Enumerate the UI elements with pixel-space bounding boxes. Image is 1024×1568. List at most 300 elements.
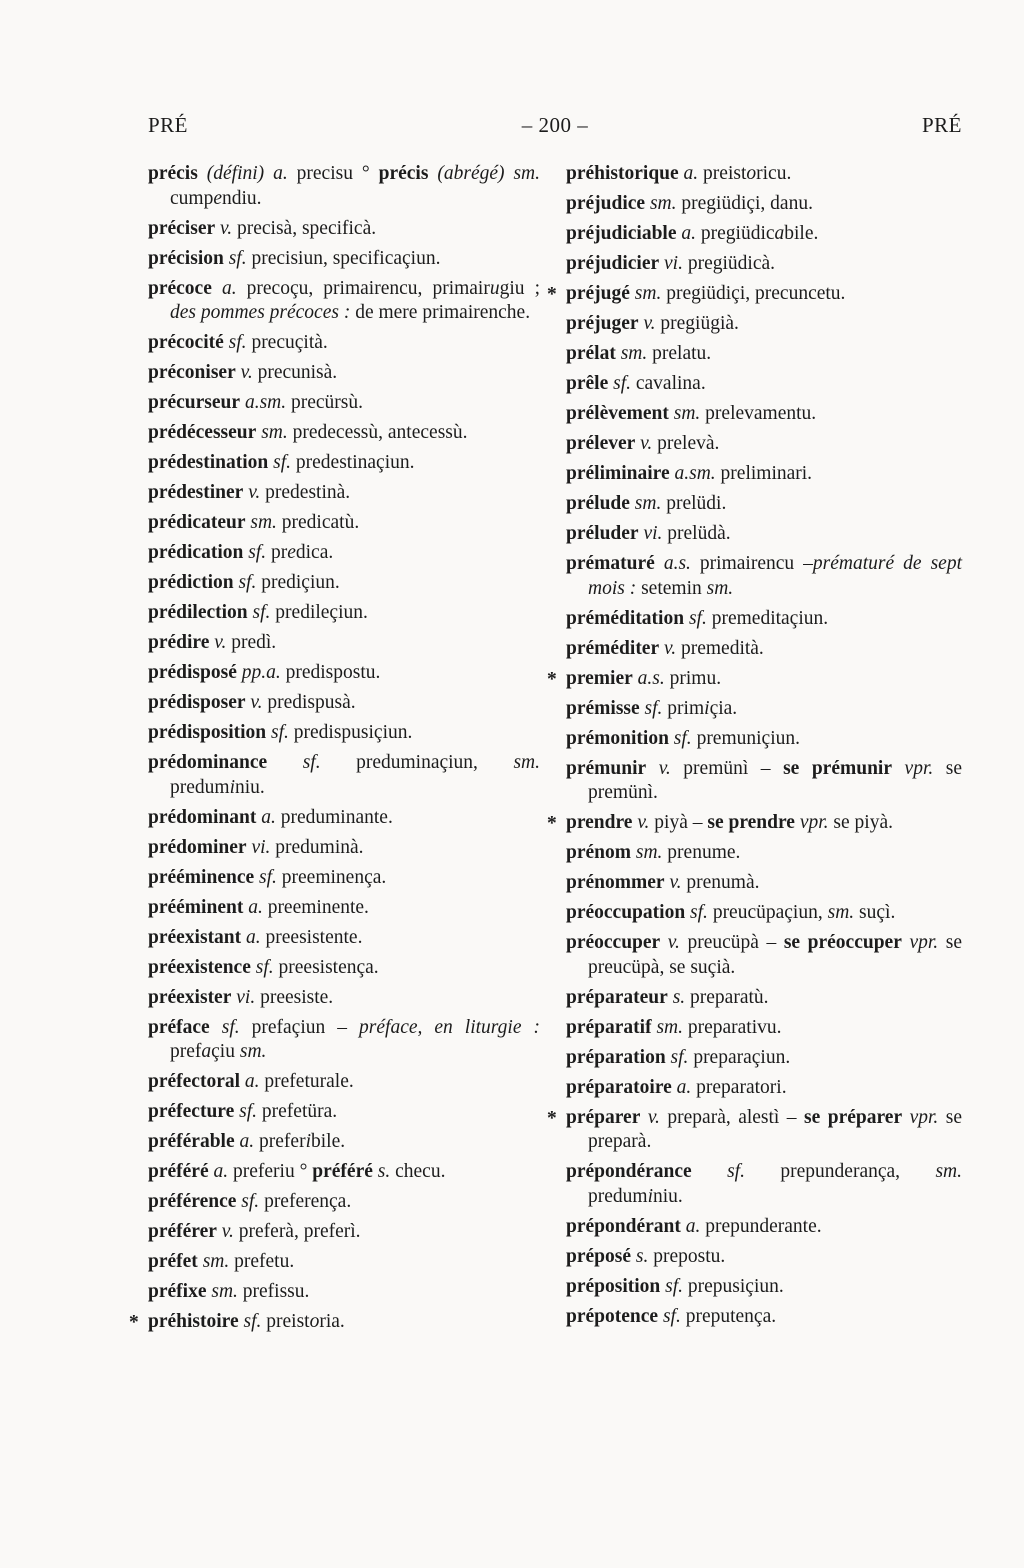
entry-text: cavalina.	[631, 373, 706, 394]
entry-italic-text: sm.	[631, 842, 663, 863]
dictionary-entry	[566, 637, 962, 662]
entry-headword: préfet	[148, 1251, 198, 1272]
entry-italic-text: sm.	[706, 577, 734, 599]
entry-italic-text: vpr.	[794, 812, 829, 833]
entry-headword: prénommer	[566, 872, 665, 893]
dictionary-entry	[148, 1280, 540, 1305]
dictionary-entry	[547, 667, 962, 692]
entry-text: preparativu.	[682, 1016, 782, 1038]
dictionary-entry	[547, 1106, 963, 1155]
entry-text: prelüdi.	[661, 493, 727, 514]
entry-italic-text: sm.	[513, 752, 540, 773]
entry-italic-text: i	[305, 1131, 311, 1152]
entry-headword: prélever	[566, 433, 636, 454]
entry-italic-text: sm.	[651, 1016, 683, 1038]
dictionary-entry	[148, 956, 540, 981]
entry-text: predispostu.	[280, 662, 381, 683]
asterisk-marker: *	[129, 1312, 139, 1333]
dictionary-entry	[148, 691, 540, 716]
dictionary-entry	[566, 372, 962, 397]
entry-italic-text: a.	[671, 1076, 692, 1098]
entry-italic-text: sf.	[236, 1191, 260, 1212]
entry-headword: prédominance	[148, 752, 268, 773]
entry-headword: prédicateur	[148, 512, 246, 533]
entry-italic-text: sm.	[935, 1161, 962, 1182]
entry-text: precisiun, specificaçiun.	[246, 247, 441, 269]
entry-headword: précis	[148, 163, 198, 184]
dictionary-entry	[148, 896, 540, 921]
entry-text: precoçu, primairencu, primair	[236, 277, 490, 299]
dictionary-entry	[148, 217, 540, 242]
entry-text: çiu	[211, 1041, 240, 1062]
entry-text: prefaçiun –	[239, 1016, 360, 1038]
entry-headword: prédisposer	[148, 692, 246, 713]
dictionary-entry	[566, 1245, 962, 1270]
entry-italic-text: sm.	[197, 1251, 230, 1272]
entry-text: prepusiçiun.	[683, 1275, 784, 1297]
entry-text: prefetüra.	[257, 1101, 338, 1122]
dictionary-entry	[148, 721, 540, 746]
left-column	[129, 162, 541, 1340]
entry-italic-text: (abrégé) sm.	[428, 163, 540, 184]
entry-text: preist	[261, 1311, 310, 1332]
dictionary-entry	[148, 451, 540, 476]
dictionary-entry	[566, 1160, 962, 1209]
dictionary-entry	[566, 727, 962, 752]
entry-text: ndiu.	[221, 187, 262, 209]
entry-text: prefeturale.	[259, 1071, 354, 1092]
entry-headword: préoccupation	[566, 902, 686, 923]
dictionary-entry	[148, 1016, 540, 1065]
entry-headword: préméditation	[566, 607, 685, 629]
entry-italic-text: i	[704, 697, 710, 719]
entry-text: preliminari.	[715, 463, 813, 484]
entry-italic-text: vpr.	[901, 932, 939, 953]
entry-text: piyà –	[649, 812, 708, 833]
entry-text: suçì.	[854, 902, 896, 923]
right-column	[547, 162, 963, 1340]
entry-text: prelevà.	[652, 433, 720, 454]
dictionary-entry	[148, 541, 540, 566]
entry-text: prefetu.	[229, 1251, 295, 1272]
dictionary-entry	[547, 811, 962, 836]
entry-italic-text: a.	[211, 277, 237, 299]
entry-italic-text: sf.	[209, 1016, 240, 1038]
entry-text: cump	[170, 187, 214, 209]
entry-bold-text: se préparer	[804, 1106, 903, 1128]
entry-headword: préparateur	[566, 986, 668, 1008]
entry-italic-text: sf.	[266, 722, 289, 743]
entry-headword: préjuger	[566, 313, 639, 334]
entry-text: prefer	[254, 1131, 306, 1152]
dictionary-entry	[148, 806, 540, 831]
entry-headword: prédire	[148, 632, 210, 653]
entry-headword: prémisse	[566, 697, 640, 719]
entry-text: predestinà.	[260, 482, 351, 503]
entry-italic-text: u	[489, 277, 500, 299]
entry-headword: préjudiciable	[566, 223, 677, 244]
entry-italic-text: o	[309, 1311, 320, 1332]
entry-text: predicatù.	[276, 512, 360, 533]
entry-italic-text: v.	[243, 482, 261, 503]
entry-italic-text: v.	[635, 433, 653, 454]
dictionary-entry	[148, 391, 540, 416]
page-number: – 200 –	[521, 113, 589, 137]
entry-text: preeminente.	[262, 896, 369, 918]
entry-italic-text: vi.	[659, 253, 683, 274]
entry-italic-text: sf.	[234, 1101, 258, 1122]
entry-italic-text: sf.	[658, 1305, 681, 1327]
dictionary-entry	[129, 1310, 540, 1335]
entry-headword: prémonition	[566, 727, 669, 749]
entry-text: pregiügià.	[655, 313, 739, 334]
entry-text: çia.	[709, 697, 738, 719]
entry-headword: préposé	[566, 1245, 631, 1267]
entry-italic-text: sf.	[254, 866, 277, 888]
entry-italic-text: s.	[372, 1161, 391, 1182]
entry-bold-text: préféré	[312, 1161, 373, 1182]
entry-text: preparatori.	[691, 1076, 787, 1098]
entry-italic-text: sf.	[665, 1046, 689, 1068]
entry-headword: précoce	[148, 277, 212, 299]
entry-text: prefissu.	[237, 1281, 310, 1302]
entry-italic-text: a.s.	[632, 667, 665, 689]
entry-headword: préliminaire	[566, 463, 670, 484]
dictionary-entry	[566, 222, 962, 247]
entry-text: predì.	[226, 632, 277, 653]
entry-italic-text: (défini) a.	[197, 163, 288, 184]
entry-headword: prélèvement	[566, 403, 669, 424]
entry-text: preucüpaçiun,	[707, 902, 828, 923]
entry-text: pregiüdiçi, danu.	[676, 193, 813, 214]
entry-headword: préface	[148, 1016, 210, 1038]
entry-bold-text: se prémunir	[783, 757, 893, 779]
entry-italic-text: a.	[676, 223, 696, 244]
entry-italic-text: sf.	[267, 752, 321, 773]
dictionary-entry	[566, 1016, 962, 1041]
entry-italic-text: sf.	[684, 607, 707, 629]
entry-headword: prélude	[566, 493, 630, 514]
dictionary-entry	[148, 247, 540, 272]
entry-text: preduminaçiun,	[320, 752, 514, 773]
entry-italic-text: v.	[235, 362, 253, 383]
entry-italic-text: sf.	[233, 572, 257, 593]
entry-headword: prépondérance	[566, 1161, 692, 1182]
entry-italic-text: v.	[216, 1221, 234, 1242]
entry-text: predum	[170, 776, 230, 798]
entry-headword: prédécesseur	[148, 422, 257, 443]
entry-headword: prédication	[148, 542, 244, 563]
entry-text: de mere primairenche.	[350, 302, 531, 323]
entry-italic-text: v.	[646, 757, 671, 779]
entry-text: predispusiçiun.	[288, 722, 413, 743]
entry-text: prelevamentu.	[700, 403, 817, 424]
dictionary-entry	[148, 277, 540, 326]
dictionary-entry	[566, 986, 962, 1011]
entry-headword: précocité	[148, 332, 224, 353]
entry-italic-text: v.	[664, 872, 682, 893]
entry-text: preparaçiun.	[688, 1046, 791, 1068]
entry-italic-text: sm.	[645, 193, 677, 214]
entry-italic-text: a.	[241, 926, 261, 948]
dictionary-entry	[148, 1220, 540, 1245]
entry-headword: préjudice	[566, 193, 646, 214]
dictionary-columns	[129, 162, 963, 1340]
entry-headword: préjudicier	[566, 253, 660, 274]
dictionary-entry	[148, 361, 540, 386]
entry-italic-text: e	[287, 542, 296, 563]
entry-text: preesistente.	[260, 926, 363, 948]
dictionary-entry	[566, 1275, 962, 1300]
entry-text: premeditaçiun.	[706, 607, 829, 629]
entry-italic-text: sf.	[238, 1311, 262, 1332]
entry-italic-text: v.	[632, 812, 650, 833]
entry-bold-text: précis	[378, 163, 429, 184]
dictionary-entry	[566, 192, 962, 217]
entry-text: prepunderança,	[744, 1161, 936, 1182]
asterisk-marker: *	[547, 284, 557, 305]
dictionary-entry	[148, 1130, 540, 1155]
running-head	[148, 112, 962, 138]
dictionary-entry	[148, 162, 540, 211]
dictionary-entry	[566, 462, 962, 487]
entry-text: ria.	[319, 1311, 345, 1332]
entry-headword: prédiction	[148, 572, 234, 593]
entry-text: se premünì.	[588, 757, 963, 803]
dictionary-entry	[148, 751, 540, 800]
entry-headword: précision	[148, 247, 224, 269]
entry-headword: préfixe	[148, 1281, 207, 1302]
entry-italic-text: sf.	[660, 1275, 684, 1297]
dictionary-entry	[566, 1046, 962, 1071]
entry-bold-text: se préoccuper	[783, 932, 902, 953]
entry-italic-text: vi.	[246, 836, 271, 858]
entry-text: pregiüdiçi, precuncetu.	[661, 283, 846, 304]
entry-italic-text: sf.	[668, 727, 692, 749]
dictionary-entry	[566, 1215, 962, 1240]
entry-text: primairencu –	[690, 553, 813, 574]
dictionary-entry	[566, 552, 962, 601]
entry-headword: préhistorique	[566, 163, 679, 184]
dictionary-entry	[148, 986, 540, 1011]
dictionary-entry	[148, 661, 540, 686]
entry-text: preduminante.	[275, 806, 393, 828]
entry-text: checu.	[390, 1161, 446, 1182]
entry-text: primu.	[664, 667, 722, 689]
entry-text: prenume.	[662, 842, 741, 863]
entry-text: prenumà.	[681, 872, 760, 893]
entry-headword: prédisposition	[148, 722, 267, 743]
entry-italic-text: sm.	[615, 343, 648, 364]
entry-text: prepostu.	[648, 1245, 726, 1267]
entry-headword: prématuré	[566, 553, 655, 574]
entry-text: predum	[588, 1185, 648, 1207]
entry-headword: préposition	[566, 1275, 661, 1297]
entry-headword: prêle	[566, 373, 609, 394]
entry-italic-text: sm.	[629, 493, 662, 514]
dictionary-entry	[148, 866, 540, 891]
entry-headword: préparer	[566, 1106, 641, 1128]
entry-headword: préciser	[148, 217, 216, 239]
entry-italic-text: sf.	[639, 697, 663, 719]
entry-italic-text: vpr.	[902, 1106, 939, 1128]
entry-text: preduminà.	[270, 836, 364, 858]
entry-headword: préférable	[148, 1131, 235, 1152]
entry-italic-text: sf.	[223, 332, 247, 353]
entry-text: pregiüdicà.	[682, 253, 776, 274]
entry-italic-text: a.	[680, 1215, 701, 1237]
entry-text: preucüpà –	[679, 932, 784, 953]
dictionary-entry	[566, 492, 962, 517]
entry-headword: prémunir	[566, 757, 647, 779]
dictionary-entry	[148, 1190, 540, 1215]
dictionary-entry	[566, 697, 962, 722]
dictionary-entry	[566, 1305, 962, 1330]
dictionary-entry	[148, 1070, 540, 1095]
dictionary-entry	[566, 1076, 962, 1101]
entry-headword: prélat	[566, 343, 616, 364]
entry-headword: préféré	[148, 1161, 209, 1182]
entry-text: prepunderante.	[700, 1215, 822, 1237]
dictionary-entry	[148, 511, 540, 536]
entry-italic-text: s.	[631, 1245, 649, 1267]
entry-italic-text: sm.	[206, 1281, 238, 1302]
entry-headword: prédestination	[148, 452, 269, 473]
entry-italic-text: préface, en liturgie :	[359, 1016, 541, 1038]
entry-italic-text: s.	[667, 986, 686, 1008]
entry-text: preferença.	[259, 1191, 352, 1212]
entry-italic-text: sf.	[243, 542, 267, 563]
entry-headword: préparatoire	[566, 1076, 672, 1098]
entry-headword: prépondérant	[566, 1215, 681, 1237]
entry-text: preesistença.	[273, 956, 379, 978]
dictionary-entry	[566, 607, 962, 632]
entry-headword: préméditer	[566, 637, 660, 659]
entry-text: se piyà.	[828, 812, 893, 833]
entry-italic-text: v.	[245, 692, 263, 713]
entry-headword: préhistoire	[148, 1311, 239, 1332]
entry-italic-text: sf.	[223, 247, 247, 269]
entry-text: precürsù.	[286, 392, 363, 413]
entry-headword: prééminence	[148, 866, 255, 888]
entry-text: preputença.	[680, 1305, 777, 1327]
entry-text: preeminença.	[276, 866, 387, 888]
entry-italic-text: prématuré de sept mois :	[588, 553, 962, 599]
dictionary-entry	[566, 402, 962, 427]
entry-italic-text: sf.	[247, 602, 271, 623]
entry-italic-text: sm.	[827, 902, 855, 923]
entry-text: se preucüpà, se suçià.	[588, 932, 962, 978]
entry-italic-text: v.	[209, 632, 227, 653]
entry-text: giu ;	[499, 277, 541, 299]
entry-text: preesiste.	[255, 986, 334, 1008]
entry-italic-text: v.	[638, 313, 656, 334]
entry-text: prelatu.	[647, 343, 712, 364]
entry-italic-text: i	[647, 1185, 653, 1207]
entry-text: premünì –	[670, 757, 784, 779]
asterisk-marker: *	[547, 668, 557, 690]
dictionary-entry	[148, 481, 540, 506]
entry-italic-text: a.	[234, 1131, 255, 1152]
guide-word-left: PRÉ	[148, 113, 189, 137]
entry-text: setemin	[636, 577, 707, 599]
dictionary-entry	[148, 1100, 540, 1125]
entry-italic-text: a.	[256, 806, 276, 828]
entry-italic-text: sm.	[239, 1041, 267, 1062]
dictionary-entry	[148, 601, 540, 626]
entry-headword: prépotence	[566, 1305, 659, 1327]
entry-headword: prédominant	[148, 806, 257, 828]
entry-text: preist	[698, 163, 747, 184]
entry-text: preparatù.	[685, 986, 769, 1008]
entry-headword: prendre	[566, 812, 633, 833]
entry-italic-text: sf.	[608, 373, 631, 394]
entry-text: precisà, specificà.	[232, 217, 377, 239]
entry-text: dica.	[295, 542, 334, 563]
entry-headword: préexistence	[148, 956, 251, 978]
entry-text: premuniçiun.	[691, 727, 800, 749]
entry-italic-text: vi.	[231, 986, 256, 1008]
dictionary-entry	[148, 1250, 540, 1275]
entry-italic-text: sm.	[256, 422, 288, 443]
entry-italic-text: a	[774, 223, 785, 244]
entry-headword: prédisposé	[148, 662, 237, 683]
asterisk-marker: *	[547, 813, 557, 834]
entry-headword: prédestiner	[148, 482, 244, 503]
dictionary-entry	[547, 282, 962, 307]
dictionary-entry	[566, 901, 962, 926]
dictionary-entry	[566, 342, 962, 367]
entry-text: niu.	[653, 1185, 683, 1207]
entry-italic-text: sm.	[245, 512, 277, 533]
entry-italic-text: sf.	[691, 1161, 745, 1182]
dictionary-entry	[148, 1160, 540, 1185]
entry-headword: prééminent	[148, 896, 244, 918]
entry-italic-text: v.	[659, 637, 677, 659]
dictionary-entry	[566, 841, 962, 866]
entry-text: preparà, alestì –	[659, 1106, 805, 1128]
entry-headword: préexistant	[148, 926, 242, 948]
entry-text: prim	[662, 697, 705, 719]
dictionary-entry	[148, 331, 540, 356]
entry-italic-text: a.	[208, 1161, 229, 1182]
entry-text: preferà, preferì.	[233, 1221, 361, 1242]
entry-italic-text: a.	[240, 1071, 260, 1092]
dictionary-entry	[566, 312, 962, 337]
entry-headword: préparation	[566, 1046, 666, 1068]
dictionary-entry	[148, 631, 540, 656]
entry-text: bile.	[784, 223, 819, 244]
dictionary-entry	[148, 571, 540, 596]
dictionary-entry	[566, 522, 962, 547]
entry-text: premedità.	[676, 637, 764, 659]
entry-italic-text: a.	[243, 896, 263, 918]
guide-word-right: PRÉ	[921, 113, 962, 137]
entry-headword: précurseur	[148, 392, 241, 413]
entry-italic-text: v.	[640, 1106, 660, 1128]
entry-italic-text: des pommes précoces :	[170, 302, 351, 323]
entry-italic-text: vpr.	[892, 757, 934, 779]
entry-headword: préjugé	[566, 283, 630, 304]
asterisk-marker: *	[547, 1107, 557, 1129]
entry-italic-text: sm.	[629, 283, 662, 304]
entry-italic-text: a	[201, 1041, 212, 1062]
entry-headword: préconiser	[148, 362, 236, 383]
entry-italic-text: e	[213, 187, 222, 209]
entry-italic-text: sf.	[268, 452, 292, 473]
entry-headword: préexister	[148, 986, 232, 1008]
entry-italic-text: a.sm.	[669, 463, 716, 484]
